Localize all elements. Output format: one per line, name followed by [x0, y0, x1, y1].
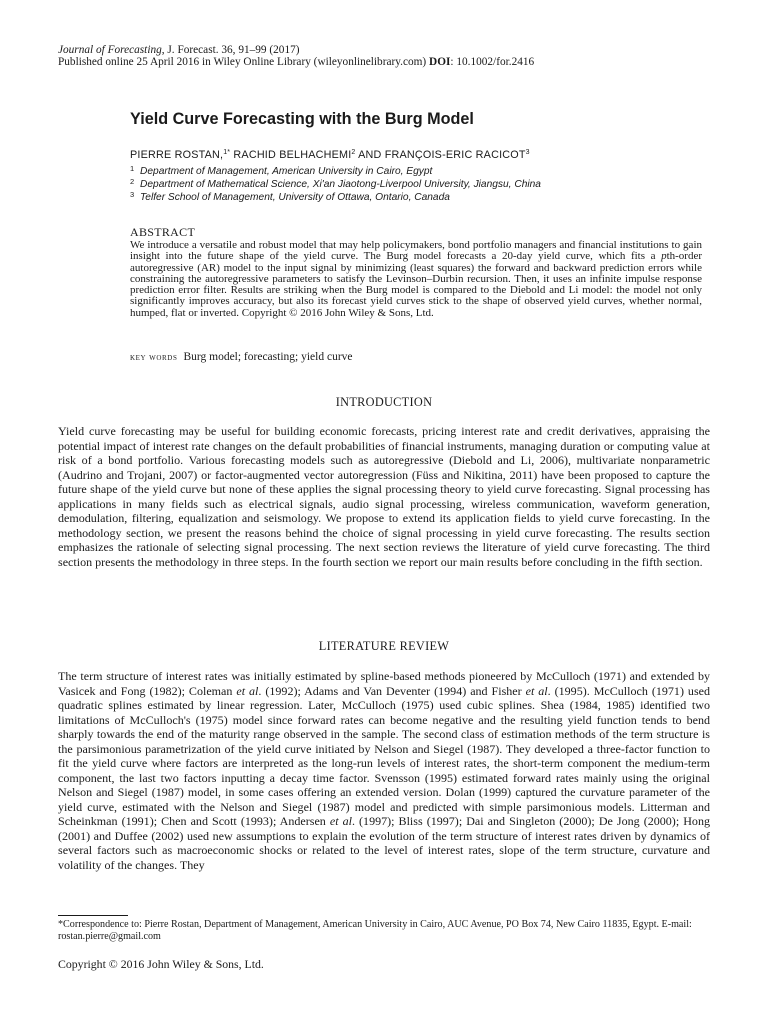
abstract-heading: ABSTRACT [130, 225, 196, 239]
journal-name: Journal of Forecasting [58, 44, 162, 56]
author-3-affil: 3 [525, 149, 530, 156]
publication-line [58, 56, 718, 68]
author-2: RACHID BELHACHEMI [230, 149, 352, 161]
abstract-text [130, 240, 702, 319]
affiliation-text: Department of Mathematical Science, Xi'an Jiaotong-Liverpool University, Jiangsu, China [140, 179, 541, 190]
literature-part-2: . (1992); Adams and Van Deventer (1994) and Fisher [258, 683, 526, 698]
affiliation-number: 3 [130, 190, 135, 199]
author-3: AND FRANÇOIS-ERIC RACICOT [355, 149, 526, 161]
introduction-paragraph: Yield curve forecasting may be useful for building economic forecasts, pricing interest rate and credit derivatives, appraising the potential impact of interest rate changes on the default probabilities of financial instruments, managing duration or computing value at risk of a bond portfolio. Various forecasting models such as autoregressive (Diebold and Li, 2006), multivariate nonparametric (Audrino and Trojani, 2007) or factor-augmented vector autoregression (Füss and Nikitina, 2011) have been proposed to capture the future shape of the yield curve but none of these applies the signal processing theory to yield curve forecasting. Signal processing has applications in many fields such as electrical signals, audio signal processing, wireless communication, waveform generation, demodulation, filtering, equalization and seismology. We propose to extend its application fields to yield curve forecasting. In the methodology section, we present the reasons behind the choice of signal processing in yield curve forecasting. The results section emphasizes the rationale of selecting signal processing. The next section reviews the literature of yield curve forecasting. The third section presents the methodology in three steps. In the fourth section we report our main results before concluding in the fifth section. [58, 424, 710, 569]
journal-header [58, 44, 718, 68]
keywords-text: Burg model; forecasting; yield curve [183, 351, 353, 363]
section-heading-literature-review: LITERATURE REVIEW [318, 639, 450, 653]
author-list [130, 146, 730, 162]
citation-line [58, 44, 718, 56]
author-1-affil: 1 [223, 149, 228, 156]
literature-etal-2: et al [525, 683, 548, 698]
affiliation-number: 2 [130, 177, 135, 186]
literature-paragraph [58, 669, 710, 872]
citation-details: , J. Forecast. 36, 91–99 (2017) [161, 44, 300, 56]
affiliation-text: Department of Management, American University in Cairo, Egypt [140, 166, 433, 177]
abstract-part-2: th-order autoregressive (AR) model to the input signal by minimizing (least squares) the forward and backward prediction errors while constraining the autoregressive parameters to satisfy the Levinson–Durbin recursion. Then, it uses an infinite impulse response prediction error filter. Results are striking when the Burg model is compared to the Diebold and Li model: the model not only significantly improves accuracy, but also its forecast yield curves stick to the shape of observed yield curves, whether normal, humped, flat or inverted. Copyright © 2016 John Wiley & Sons, Ltd. [130, 250, 702, 319]
keywords-line [130, 351, 353, 363]
literature-part-1: The term structure of interest rates was initially estimated by spline-based methods pioneered by McCulloch (1971) and extended by Vasicek and Fong (1982); Coleman [58, 669, 710, 698]
copyright-footer: Copyright © 2016 John Wiley & Sons, Ltd. [58, 957, 264, 971]
correspondence-footnote: *Correspondence to: Pierre Rostan, Department of Management, American University in Cairo, AUC Avenue, PO Box 74, New Cairo 11835, Egypt. E-mail: rostan.pierre@gmail.com [58, 919, 692, 942]
literature-etal-1: et al [236, 683, 259, 698]
literature-etal-3: et al [329, 814, 352, 828]
keywords-label: key words [130, 353, 178, 363]
affiliation-number: 1 [130, 164, 135, 173]
doi-label: DOI [429, 56, 451, 68]
doi-value: : 10.1002/for.2416 [450, 56, 535, 68]
affiliation-3 [130, 189, 730, 204]
published-online: Published online 25 April 2016 in Wiley Online Library (wileyonlinelibrary.com) [58, 56, 427, 68]
paper-title: Yield Curve Forecasting with the Burg Model [130, 110, 474, 128]
literature-part-3: . (1995). McCulloch (1971) used quadratic splines estimated by linear regression. Later, McCulloch (1975) used cubic splines. Shea (1984, 1985) identified two limitations of McCulloch's (1975) model since forward rates can become negative and the resulting yield function tends to bend sharply towards the end of the maturity range observed in the sample. The second class of estimation methods of the term structure is the parsimonious parametrization of the yield curve initiated by Nelson and Siegel (1987). They developed a three-factor function to fit the yield curve where factors are interpreted as the long-run levels of interest rates, the short-term component the medium-term component, the last two factors inputting a decay time factor. Svensson (1995) estimated forward rates mainly using the original Nelson and Siegel (1987) model, in some cases offering an extended version. Dolan (1999) captured the curvature parameter of the yield curve, estimated with the Nelson and Siegel (1987) model and predicted with simple parsimonious models. Litterman and Scheinkman (1991); Chen and Scott (1993); Andersen [58, 683, 711, 828]
section-heading-introduction: INTRODUCTION [335, 395, 433, 409]
footnote-rule [58, 915, 128, 916]
abstract-part-1: We introduce a versatile and robust model that may help policymakers, bond portfolio managers and financial institutions to gain insight into the future shape of the yield curve. The Burg model forecasts a 20-day yield curve, which fits a [130, 239, 702, 263]
affiliation-text: Telfer School of Management, University of Ottawa, Ontario, Canada [140, 192, 450, 203]
author-2-affil: 2 [351, 149, 356, 156]
author-1: PIERRE ROSTAN, [130, 149, 224, 161]
literature-part-4: . (1997); Bliss (1997); Dai and Singleton (2000); De Jong (2000); Hong (2001) and Duffee (2002) used new assumptions to explain the evolution of the term structure of interest rates driven by dynamics of several factors such as macroeconomic shocks or related to the level of interest rates, slope of the term structure, curvature and volatility of the changes. They [58, 814, 710, 872]
correspondence-mark: * [227, 149, 231, 156]
abstract-p-italic: p [661, 250, 667, 263]
